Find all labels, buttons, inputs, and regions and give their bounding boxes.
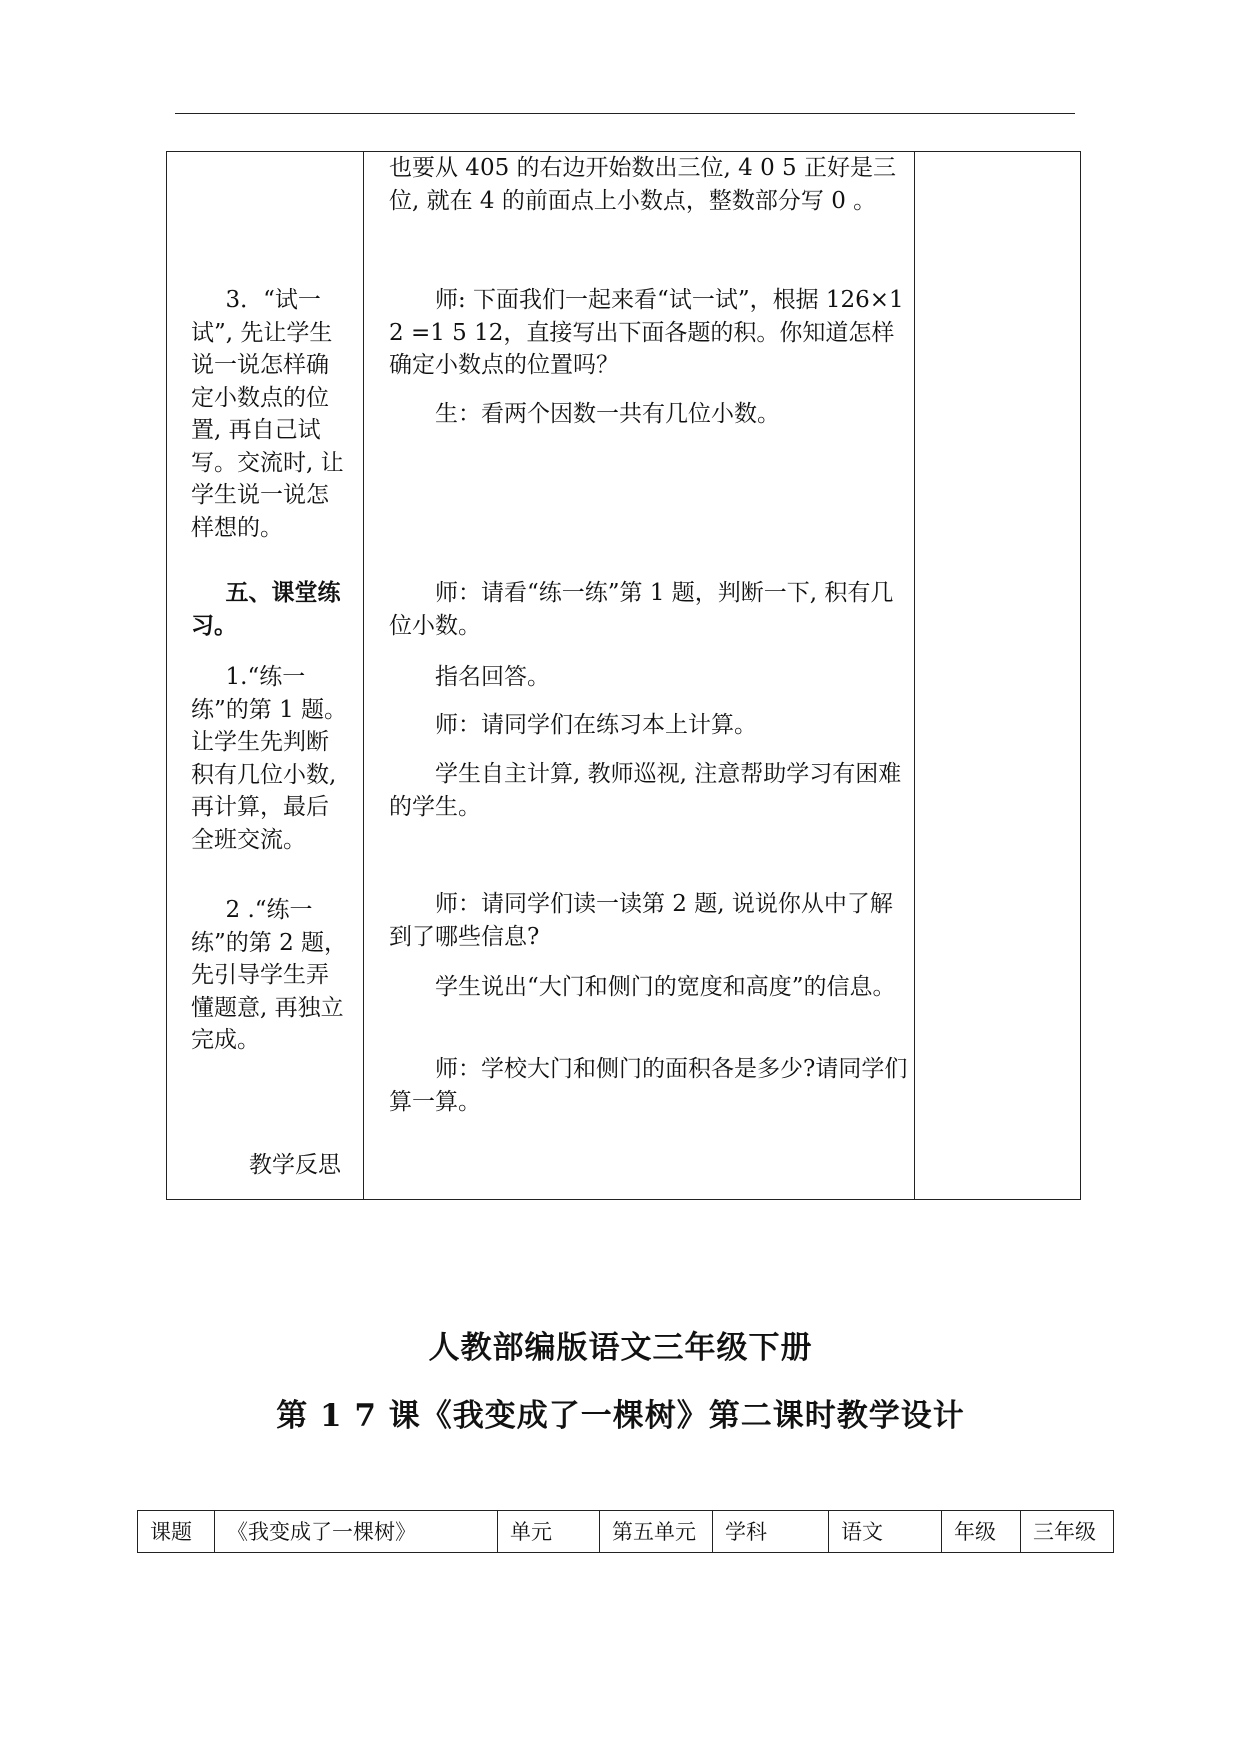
step-try-it: 3．“试一试”, 先让学生说一说怎样确定小数点的位置, 再自己试写。交流时, 让学生说一说怎样想的。 xyxy=(191,287,344,541)
process-paragraph: 学生说出“大门和侧门的宽度和高度”的信息。 xyxy=(435,974,896,1000)
topic-label: 课题 xyxy=(150,1520,192,1544)
process-paragraph: 师: 下面我们一起来看“试一试”，根据 126×1 2 =1 5 12，直接写出下面各题的积。你知道怎样确定小数点的位置吗？ xyxy=(389,287,904,378)
process-paragraph: 师：请同学们在练习本上计算。 xyxy=(435,712,757,738)
column-divider xyxy=(363,152,364,1199)
teaching-reflection-label: 教学反思 xyxy=(249,1152,341,1178)
document-title: 人教部编版语文三年级下册 xyxy=(428,1330,813,1366)
document-subtitle: 第 1 7 课《我变成了一棵树》第二课时教学设计 xyxy=(276,1398,965,1434)
process-paragraph: 师：学校大门和侧门的面积各是多少?请同学们算一算。 xyxy=(389,1056,908,1115)
process-paragraph: 学生自主计算, 教师巡视, 注意帮助学习有困难的学生。 xyxy=(389,761,902,820)
process-paragraph: 师：请看“练一练”第 1 题，判断一下, 积有几位小数。 xyxy=(389,580,894,639)
process-paragraph: 也要从 405 的右边开始数出三位, 4 0 5 正好是三位, 就在 4 的前面点上小数点，整数部分写 0 。 xyxy=(389,155,896,214)
step-practice-2: 2 .“练一练”的第 2 题，先引导学生弄懂题意, 再独立完成。 xyxy=(191,897,348,1053)
step-class-practice-heading: 五、课堂练习。 xyxy=(191,579,341,639)
step-practice-1: 1.“练一练”的第 1 题。让学生先判断积有几位小数, 再计算，最后全班交流。 xyxy=(191,664,348,853)
process-paragraph: 生：看两个因数一共有几位小数。 xyxy=(435,401,780,427)
header-rule xyxy=(175,113,1075,114)
lesson-info-table xyxy=(137,1510,1114,1553)
grade-value: 三年级 xyxy=(1020,1511,1113,1552)
lesson-table xyxy=(166,151,1081,1200)
unit-value: 第五单元 xyxy=(599,1511,712,1552)
process-paragraph: 指名回答。 xyxy=(435,664,550,690)
topic-value: 《我变成了一棵树》 xyxy=(214,1511,497,1552)
subject-label: 学科 xyxy=(712,1511,828,1552)
unit-label: 单元 xyxy=(497,1511,599,1552)
grade-label: 年级 xyxy=(941,1511,1020,1552)
subject-value: 语文 xyxy=(828,1511,941,1552)
column-divider xyxy=(914,152,915,1199)
process-paragraph: 师：请同学们读一读第 2 题, 说说你从中了解到了哪些信息? xyxy=(389,891,893,950)
